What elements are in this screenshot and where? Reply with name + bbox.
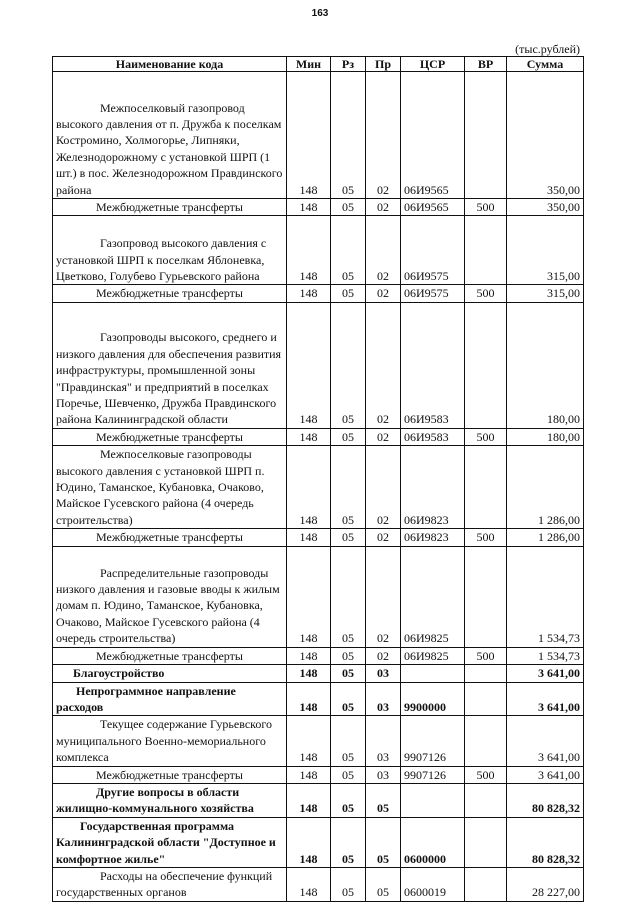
row-vr: 500: [465, 766, 507, 783]
row-pr: 05: [366, 817, 401, 867]
row-pr: 02: [366, 428, 401, 445]
row-name: Межбюджетные трансферты: [53, 766, 287, 783]
row-name: Межбюджетные трансферты: [53, 647, 287, 664]
row-pr: 02: [366, 647, 401, 664]
row-min: 148: [287, 529, 331, 546]
row-pr: 03: [366, 766, 401, 783]
row-name: Межпоселковые газопроводы высокого давления с установкой ШРП п. Юдино, Таманское, Кубановка, Очаково, Майское Гусевского района (4 очередь строительства): [53, 446, 287, 529]
row-name: Газопровод высокого давления с установкой ШРП к поселкам Яблоневка, Цветково, Голубево Гурьевского района: [53, 216, 287, 285]
table-row: [53, 546, 584, 647]
table-row: [53, 783, 584, 817]
row-sum: 1 534,73: [507, 546, 584, 647]
row-min: 148: [287, 216, 331, 285]
row-min: 148: [287, 72, 331, 199]
row-name: Межбюджетные трансферты: [53, 529, 287, 546]
table-header-row: [53, 57, 584, 72]
table-row: [53, 665, 584, 682]
row-vr: [465, 446, 507, 529]
column-header-csr: ЦСР: [401, 57, 465, 72]
row-pr: 03: [366, 716, 401, 766]
row-pr: 02: [366, 546, 401, 647]
row-vr: [465, 546, 507, 647]
row-name: Непрограммное направление расходов: [53, 682, 287, 716]
row-sum: 350,00: [507, 72, 584, 199]
row-vr: [465, 665, 507, 682]
row-rz: 05: [331, 72, 366, 199]
table-row: [53, 766, 584, 783]
row-vr: 500: [465, 285, 507, 302]
row-csr: [401, 665, 465, 682]
row-rz: 05: [331, 867, 366, 901]
row-vr: [465, 682, 507, 716]
row-pr: 05: [366, 867, 401, 901]
row-name: Распределительные газопроводы низкого давления и газовые вводы к жилым домам п. Юдино, Таманское, Кубановка, Очаково, Майское Гусевского района (4 очередь строительства): [53, 546, 287, 647]
row-sum: 315,00: [507, 216, 584, 285]
row-sum: 180,00: [507, 428, 584, 445]
row-csr: 9900000: [401, 682, 465, 716]
table-row: [53, 428, 584, 445]
row-csr: 06И9575: [401, 285, 465, 302]
row-min: 148: [287, 783, 331, 817]
row-vr: [465, 72, 507, 199]
units-note: (тыс.рублей): [515, 42, 580, 56]
row-pr: 05: [366, 783, 401, 817]
page-number: 163: [311, 8, 329, 19]
table-row: [53, 817, 584, 867]
row-rz: 05: [331, 285, 366, 302]
row-sum: 80 828,32: [507, 783, 584, 817]
row-name: Межбюджетные трансферты: [53, 285, 287, 302]
row-vr: [465, 302, 507, 428]
row-rz: 05: [331, 529, 366, 546]
row-vr: 500: [465, 199, 507, 216]
table-row: [53, 302, 584, 428]
row-min: 148: [287, 428, 331, 445]
row-pr: 02: [366, 529, 401, 546]
row-vr: [465, 716, 507, 766]
row-sum: 1 286,00: [507, 529, 584, 546]
row-min: 148: [287, 647, 331, 664]
row-csr: 0600019: [401, 867, 465, 901]
row-csr: 0600000: [401, 817, 465, 867]
row-rz: 05: [331, 665, 366, 682]
row-sum: 350,00: [507, 199, 584, 216]
row-csr: [401, 783, 465, 817]
row-vr: [465, 783, 507, 817]
row-csr: 06И9823: [401, 529, 465, 546]
row-vr: 500: [465, 647, 507, 664]
row-name: Текущее содержание Гурьевского муниципального Военно-мемориального комплекса: [53, 716, 287, 766]
row-rz: 05: [331, 783, 366, 817]
row-csr: 06И9565: [401, 72, 465, 199]
row-sum: 3 641,00: [507, 716, 584, 766]
row-min: 148: [287, 199, 331, 216]
row-min: 148: [287, 446, 331, 529]
row-rz: 05: [331, 428, 366, 445]
table-row: [53, 647, 584, 664]
row-rz: 05: [331, 216, 366, 285]
row-name: Другие вопросы в области жилищно-коммунального хозяйства: [53, 783, 287, 817]
row-vr: 500: [465, 529, 507, 546]
row-pr: 02: [366, 285, 401, 302]
row-sum: 3 641,00: [507, 682, 584, 716]
row-pr: 02: [366, 216, 401, 285]
row-sum: 315,00: [507, 285, 584, 302]
table-row: [53, 199, 584, 216]
table-row: [53, 446, 584, 529]
row-sum: 1 286,00: [507, 446, 584, 529]
row-csr: 06И9825: [401, 546, 465, 647]
row-min: 148: [287, 766, 331, 783]
row-sum: 180,00: [507, 302, 584, 428]
column-header-rz: Рз: [331, 57, 366, 72]
column-header-name: Наименование кода: [53, 57, 287, 72]
row-csr: 06И9565: [401, 199, 465, 216]
row-rz: 05: [331, 766, 366, 783]
row-min: 148: [287, 682, 331, 716]
row-csr: 06И9583: [401, 302, 465, 428]
row-rz: 05: [331, 716, 366, 766]
row-min: 148: [287, 817, 331, 867]
row-sum: 3 641,00: [507, 665, 584, 682]
row-rz: 05: [331, 647, 366, 664]
column-header-vr: ВР: [465, 57, 507, 72]
row-pr: 02: [366, 199, 401, 216]
table-row: [53, 682, 584, 716]
table-row: [53, 529, 584, 546]
row-pr: 02: [366, 302, 401, 428]
row-sum: 3 641,00: [507, 766, 584, 783]
row-csr: 06И9825: [401, 647, 465, 664]
row-min: 148: [287, 285, 331, 302]
row-name: Благоустройство: [53, 665, 287, 682]
table-row: [53, 867, 584, 901]
row-name: Межпоселковый газопровод высокого давления от п. Дружба к поселкам Костромино, Холмогорье, Липняки, Железнодорожному с установкой ШРП (1 шт.) в пос. Железнодорожном Правдинского района: [53, 72, 287, 199]
row-min: 148: [287, 546, 331, 647]
row-pr: 03: [366, 665, 401, 682]
row-rz: 05: [331, 682, 366, 716]
row-csr: 06И9823: [401, 446, 465, 529]
row-vr: [465, 216, 507, 285]
row-name: Газопроводы высокого, среднего и низкого давления для обеспечения развития инфраструктуры, промышленной зоны "Правдинская" и предприятий в поселках Поречье, Шевченко, Дружба Правдинского района Калининградской области: [53, 302, 287, 428]
row-rz: 05: [331, 446, 366, 529]
row-csr: 06И9575: [401, 216, 465, 285]
row-name: Государственная программа Калининградской области "Доступное и комфортное жилье": [53, 817, 287, 867]
row-min: 148: [287, 302, 331, 428]
budget-table: [52, 56, 584, 902]
row-sum: 1 534,73: [507, 647, 584, 664]
column-header-pr: Пр: [366, 57, 401, 72]
row-vr: [465, 817, 507, 867]
row-csr: 9907126: [401, 716, 465, 766]
row-pr: 02: [366, 72, 401, 199]
table-row: [53, 285, 584, 302]
table-row: [53, 716, 584, 766]
row-min: 148: [287, 716, 331, 766]
row-name: Расходы на обеспечение функций государственных органов: [53, 867, 287, 901]
row-name: Межбюджетные трансферты: [53, 199, 287, 216]
row-pr: 03: [366, 682, 401, 716]
row-rz: 05: [331, 546, 366, 647]
row-rz: 05: [331, 817, 366, 867]
row-pr: 02: [366, 446, 401, 529]
row-vr: [465, 867, 507, 901]
row-sum: 28 227,00: [507, 867, 584, 901]
table-row: [53, 72, 584, 199]
row-sum: 80 828,32: [507, 817, 584, 867]
row-rz: 05: [331, 302, 366, 428]
column-header-sum: Сумма: [507, 57, 584, 72]
row-csr: 9907126: [401, 766, 465, 783]
row-min: 148: [287, 665, 331, 682]
row-vr: 500: [465, 428, 507, 445]
row-min: 148: [287, 867, 331, 901]
row-rz: 05: [331, 199, 366, 216]
table-row: [53, 216, 584, 285]
column-header-min: Мин: [287, 57, 331, 72]
row-name: Межбюджетные трансферты: [53, 428, 287, 445]
row-csr: 06И9583: [401, 428, 465, 445]
